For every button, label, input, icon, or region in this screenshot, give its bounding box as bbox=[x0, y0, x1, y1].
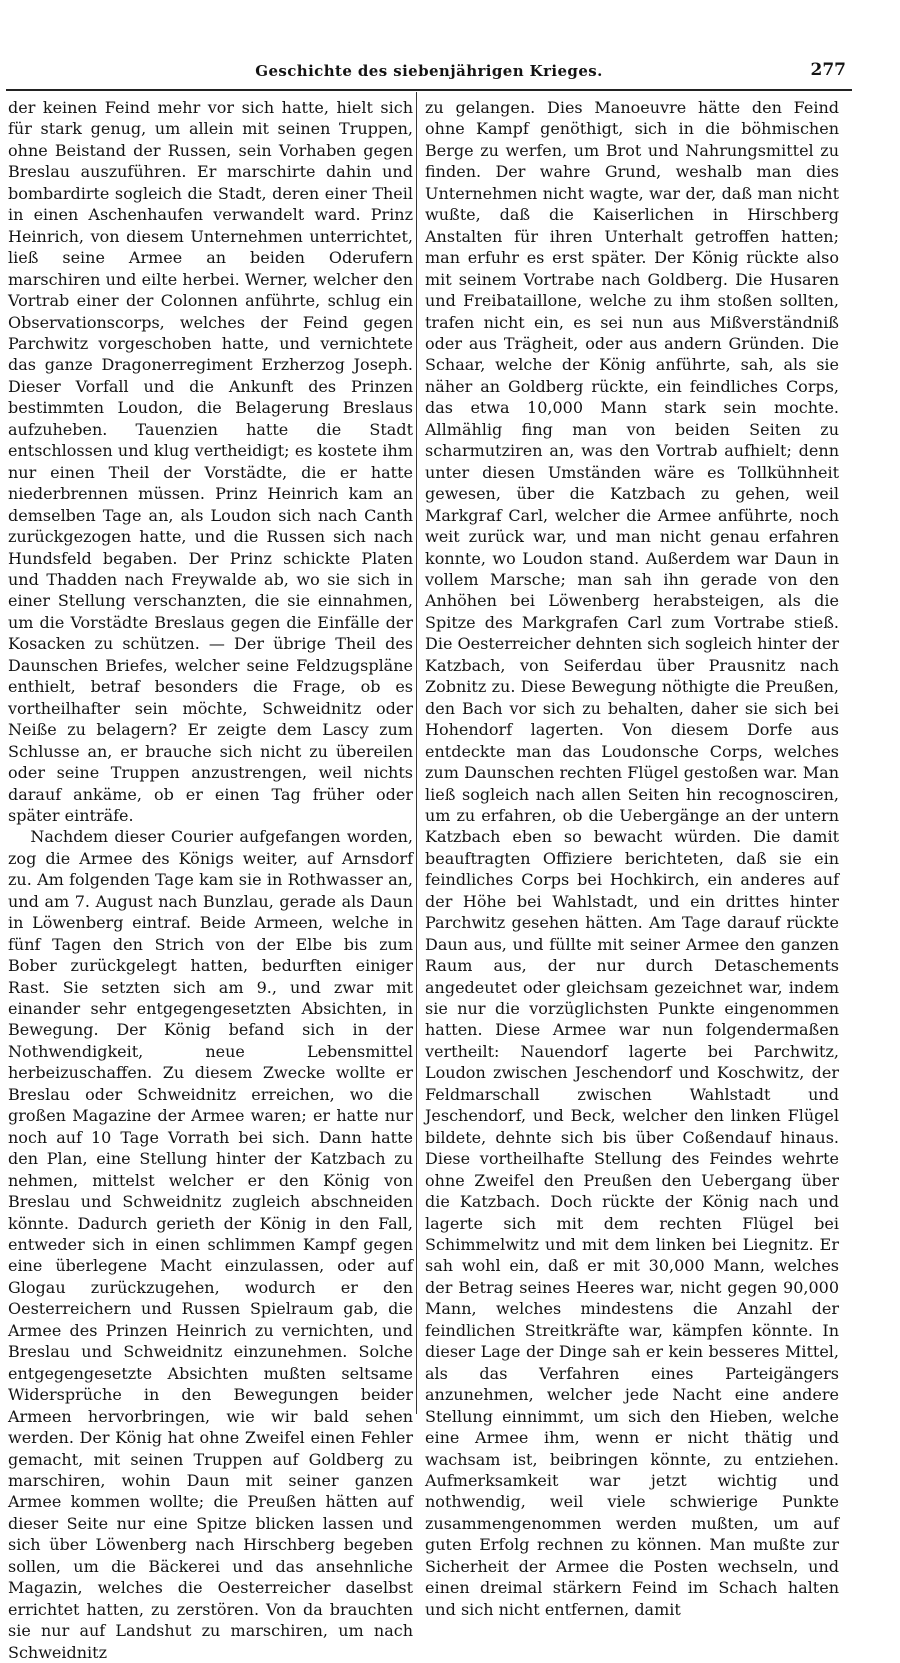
left-column bbox=[8, 97, 413, 1662]
page-header bbox=[8, 60, 850, 84]
left-paragraph-2: Nachdem dieser Courier aufgefangen worden, zog die Armee des Königs weiter, auf Arnsdorf zu. Am folgenden Tage kam sie in Rothwasser an, und am 7. August nach Bunzlau, gerade als Daun in Löwenberg eintraf. Beide Armeen, welche in fünf Tagen den Strich von der Elbe bis zum Bober zurückgelegt hatten, bedurften einiger Rast. Sie setzten sich am 9., und zwar mit einander sehr entgegengesetzten Absichten, in Bewegung. Der König befand sich in der Nothwendigkeit, neue Lebensmittel herbeizuschaffen. Zu diesem Zwecke wollte er Breslau oder Schweidnitz erreichen, wo die großen Magazine der Armee waren; er hatte nur noch auf 10 Tage Vorrath bei sich. Dann hatte den Plan, eine Stellung hinter der Katzbach zu nehmen, mittelst welcher er den König von Breslau und Schweidnitz zugleich abschneiden könnte. Dadurch gerieth der König in den Fall, entweder sich in einen schlimmen Kampf gegen eine überlegene Macht einzulassen, oder auf Glogau zurückzugehen, wodurch er den Oesterreichern und Russen Spielraum gab, die Armee des Prinzen Heinrich zu vernichten, und Breslau und Schweidnitz einzunehmen. Solche entgegengesetzte Absichten mußten seltsame Widersprüche in den Bewegungen beider Armeen hervorbringen, wie wir bald sehen werden. Der König hat ohne Zweifel einen Fehler gemacht, mit seinen Truppen auf Goldberg zu marschiren, wohin Daun mit seiner ganzen Armee kommen wollte; die Preußen hätten auf dieser Seite nur eine Spitze blicken lassen und sich über Löwenberg nach Hirschberg begeben sollen, um die Bäckerei und das ansehnliche Magazin, welches die Oesterreicher daselbst errichtet hatten, zu zerstören. Von da brauchten sie nur auf Landshut zu marschiren, um nach Schweidnitz bbox=[8, 827, 413, 1662]
right-column bbox=[425, 97, 839, 1619]
header-rule bbox=[6, 89, 852, 91]
left-paragraph-1: der keinen Feind mehr vor sich hatte, hielt sich für stark genug, um allein mit seinen Truppen, ohne Beistand der Russen, sein Vorhaben gegen Breslau auszuführen. Er marschirte dahin und bombardirte sogleich die Stadt, deren einer Theil in einen Aschenhaufen verwandelt ward. Prinz Heinrich, von diesem Unternehmen unterrichtet, ließ seine Armee an beiden Oderufern marschiren und eilte herbei. Werner, welcher den Vortrab einer der Colonnen anführte, schlug ein Observationscorps, welches der Feind gegen Parchwitz vorgeschoben hatte, und vernichtete das ganze Dragonerregiment Erzherzog Joseph. Dieser Vorfall und die Ankunft des Prinzen bestimmten Loudon, die Belagerung Breslaus aufzuheben. Tauenzien hatte die Stadt entschlossen und klug vertheidigt; es kostete ihm nur einen Theil der Vorstädte, die er hatte niederbrennen müssen. Prinz Heinrich kam an demselben Tage an, als Loudon sich nach Canth zurückgezogen hatte, und die Russen sich nach Hundsfeld begaben. Der Prinz schickte Platen und Thadden nach Freywalde ab, wo sie sich in einer Stellung verschanzten, die sie einnahmen, um die Vorstädte Breslaus gegen die Einfälle der Kosacken zu schützen. — Der übrige Theil des Daunschen Briefes, welcher seine Feldzugspläne enthielt, betraf besonders die Frage, ob es vortheilhafter sein möchte, Schweidnitz oder Neiße zu belagern? Er zeigte dem Lascy zum Schlusse an, er brauche sich nicht zu übereilen oder seine Truppen anzustrengen, weil nichts darauf ankäme, ob er einen Tag früher oder später einträfe. bbox=[8, 98, 413, 825]
page-number: 277 bbox=[810, 60, 846, 80]
right-paragraph-1: zu gelangen. Dies Manoeuvre hätte den Feind ohne Kampf genöthigt, sich in die böhmischen Berge zu werfen, um Brot und Nahrungsmittel zu finden. Der wahre Grund, weshalb man dies Unternehmen nicht wagte, war der, daß man nicht wußte, daß die Kaiserlichen in Hirschberg Anstalten für ihren Unterhalt getroffen hatten; man erfuhr es erst später. Der König rückte also mit seinem Vortrabe nach Goldberg. Die Husaren und Freibataillone, welche zu ihm stoßen sollten, trafen nicht ein, es sei nun aus Mißverständniß oder aus Trägheit, oder aus andern Gründen. Die Schaar, welche der König anführte, sah, als sie näher an Goldberg rückte, ein feindliches Corps, das etwa 10,000 Mann stark sein mochte. Allmählig fing man von beiden Seiten zu scharmutziren an, was den Vortrab aufhielt; denn unter diesen Umständen wäre es Tollkühnheit gewesen, über die Katzbach zu gehen, weil Markgraf Carl, welcher die Armee anführte, noch weit zurück war, und man nicht genau erfahren konnte, wo Loudon stand. Außerdem war Daun in vollem Marsche; man sah ihn gerade von den Anhöhen bei Löwenberg herabsteigen, als die Spitze des Markgrafen Carl zum Vortrabe stieß. Die Oesterreicher dehnten sich sogleich hinter der Katzbach, von Seiferdau über Prausnitz nach Zobnitz zu. Diese Bewegung nöthigte die Preußen, den Bach vor sich zu behalten, daher sie sich bei Hohendorf lagerten. Von diesem Dorfe aus entdeckte man das Loudonsche Corps, welches zum Daunschen rechten Flügel gestoßen war. Man ließ sogleich nach allen Seiten hin recognosciren, um zu erfahren, ob die Uebergänge an der untern Katzbach eben so bewacht würden. Die damit beauftragten Offiziere berichteten, daß sie ein feindliches Corps bei Hochkirch, ein anderes auf der Höhe bei Wahlstadt, und ein drittes hinter Parchwitz gesehen hätten. Am Tage darauf rückte Daun aus, und füllte mit seiner Armee den ganzen Raum aus, der nur durch Detaschements angedeutet oder gleichsam gezeichnet war, indem sie nur die vorzüglichsten Punkte eingenommen hatten. Diese Armee war nun folgendermaßen vertheilt: Nauendorf lagerte bei Parchwitz, Loudon zwischen Jeschendorf und Koschwitz, der Feldmarschall zwischen Wahlstadt und Jeschendorf, und Beck, welcher den linken Flügel bildete, dehnte sich bis über Coßendauf hinaus. Diese vortheilhafte Stellung des Feindes wehrte ohne Zweifel den Preußen den Uebergang über die Katzbach. Doch rückte der König nach und lagerte sich mit dem rechten Flügel bei Schimmelwitz und mit dem linken bei Liegnitz. Er sah wohl ein, daß er mit 30,000 Mann, welches der Betrag seines Heeres war, nicht gegen 90,000 Mann, welches mindestens die Anzahl der feindlichen Streitkräfte war, kämpfen könnte. In dieser Lage der Dinge sah er kein besseres Mittel, als das Verfahren eines Parteigängers anzunehmen, welcher jede Nacht eine andere Stellung einnimmt, um sich den Hieben, welche eine Armee ihm, wenn er nicht thätig und wachsam ist, beibringen könnte, zu entziehen. Aufmerksamkeit war jetzt wichtig und nothwendig, weil viele schwierige Punkte zusammengenommen werden mußten, um auf guten Erfolg rechnen zu können. Man mußte zur Sicherheit der Armee die Posten wechseln, und einen dreimal stärkern Feind im Schach halten und sich nicht entfernen, damit bbox=[425, 98, 839, 1619]
running-title: Geschichte des siebenjährigen Krieges. bbox=[255, 62, 603, 80]
column-divider bbox=[416, 92, 417, 1414]
